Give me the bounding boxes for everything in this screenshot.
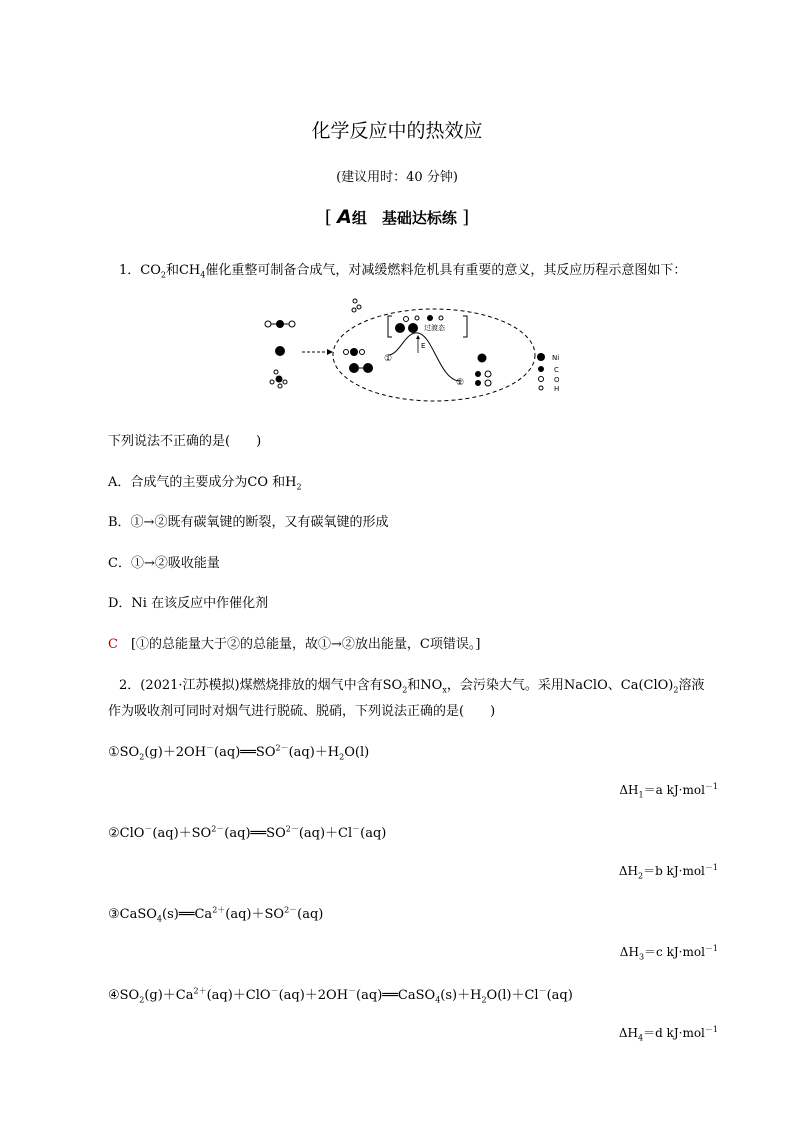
- bracket-right: ]: [462, 207, 470, 228]
- diagram-legend: [537, 353, 560, 393]
- q1-answer: [108, 633, 480, 652]
- q1-option-a: A．合成气的主要成分为CO 和$H_2$: [108, 475, 302, 492]
- q2-intro-line2: 作为吸收剂可同时对烟气进行脱硫、脱硝，下列说法正确的是( ): [108, 704, 496, 719]
- group-heading: [0, 206, 794, 228]
- delta-h-3: $\Delta H_3=c$ kJ·mol$^{-1}$: [619, 944, 718, 962]
- answer-explanation: [①的总能量大于②的总能量，故①→②放出能量，C项错误。]: [130, 637, 481, 652]
- legend-ni: Ni: [552, 354, 560, 362]
- legend-c: C: [554, 366, 559, 374]
- equation-1: $①SO_2(g)+2OH^-(aq)══SO^{2-}(aq)+H_2O(l)$: [108, 743, 370, 762]
- mark-state-2: ②: [456, 378, 465, 388]
- q1-intro: 1．$CO_2$和$CH_4$催化重整可制备合成气，对减缓燃料危机具有重要的意义，其反应历程示意图如下：: [119, 263, 687, 280]
- delta-h-2: $\Delta H_2=b$ kJ·mol$^{-1}$: [618, 863, 718, 881]
- co2-molecule: [265, 320, 295, 328]
- mark-state-1: ①: [384, 354, 393, 364]
- answer-letter: C: [108, 637, 118, 652]
- equation-3: $③CaSO_4(s)══Ca^{2+}(aq)+SO^{2-}(aq)$: [108, 905, 324, 924]
- q1-option-c: C．①→②吸收能量: [108, 556, 220, 571]
- group-label: 组 基础达标练: [351, 209, 457, 227]
- reaction-diagram: [255, 293, 585, 405]
- equation-2: $②ClO^-(aq)+SO^{2-}(aq)══SO^{2-}(aq)+Cl^-(aq)$: [108, 824, 387, 841]
- legend-h: H: [554, 385, 560, 393]
- delta-h-1: $\Delta H_1=a$ kJ·mol$^{-1}$: [619, 782, 718, 800]
- equation-4: $④SO_2(g)+Ca^{2+}(aq)+ClO^-(aq)+2OH^-(aq)══CaSO_4(s)+H_2O(l)+Cl^-(aq)$: [108, 986, 573, 1005]
- legend-o: O: [554, 376, 560, 384]
- group-letter: A: [337, 206, 352, 228]
- q2-intro-line1: 2．(2021·江苏模拟)煤燃烧排放的烟气中含有$SO_2$和$NO_x$，会污染大气。采用NaClO、$Ca(ClO)_2$溶液: [119, 678, 705, 695]
- ch4-molecule: [270, 370, 287, 388]
- q1-option-d: D．Ni 在该反应中作催化剂: [108, 596, 269, 611]
- q1-option-b: B．①→②既有碳氧键的断裂，又有碳氧键的形成: [108, 515, 389, 530]
- page-title: 化学反应中的热效应: [311, 120, 483, 142]
- suggested-time: (建议用时：40 分钟): [336, 170, 458, 185]
- delta-h-4: $\Delta H_4=d$ kJ·mol$^{-1}$: [618, 1025, 718, 1043]
- transition-state-label: 过渡态: [424, 324, 445, 332]
- q1-stem: 下列说法不正确的是( ): [108, 434, 262, 449]
- ni-atom: [275, 346, 285, 356]
- energy-label: E: [421, 342, 426, 350]
- bracket-left: [: [324, 207, 332, 228]
